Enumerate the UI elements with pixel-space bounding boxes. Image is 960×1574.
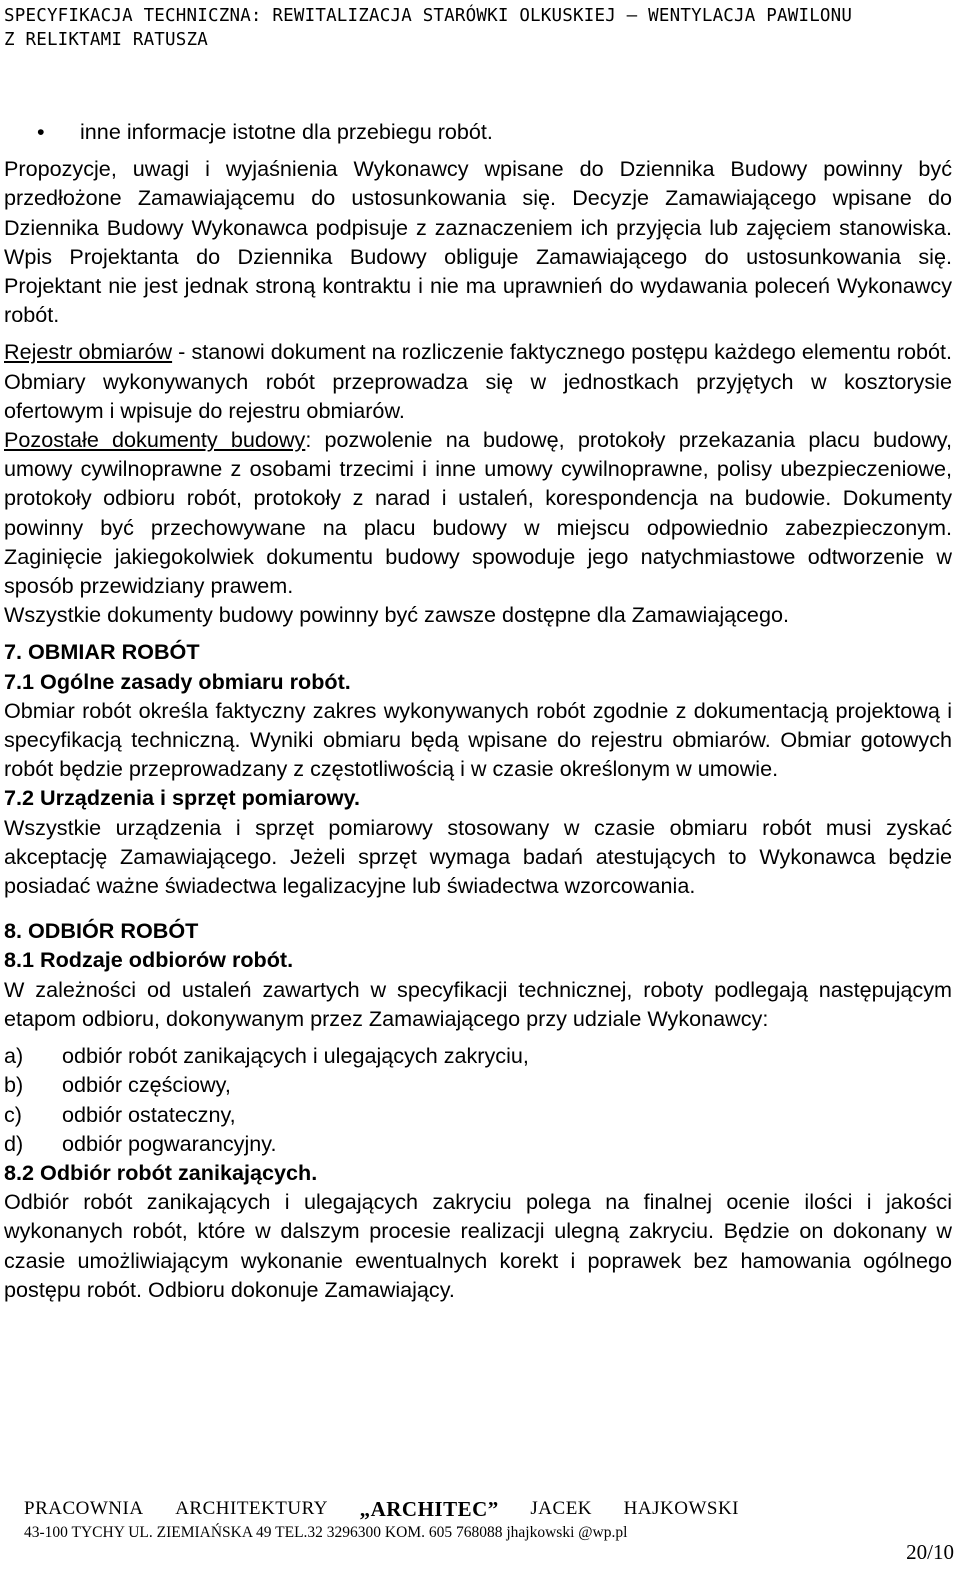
- list-item: b) odbiór częściowy,: [4, 1072, 231, 1098]
- paragraph-7-1: Obmiar robót określa faktyczny zakres wykonywanych robót zgodnie z dokumentacją projektową i specyfikacją techniczną. Wyniki obmiaru będą wpisane do rejestru obmiarów. Obmiar gotowych robót będzie przeprowadzany z częstotliwością i w czasie określonym w umowie.: [4, 697, 952, 782]
- other-documents-text: : pozwolenie na budowę, protokoły przekazania placu budowy, umowy cywilnoprawne z osobami trzecimi i inne umowy cywilnoprawne, polisy ubezpieczeniowe, protokoły odbioru robót, protokoły z narad i ustaleń, korespondencja na budowie. Dokumenty powinny być przechowywane na placu budowy w miejscu odpowiednio zabezpieczonym. Zaginięcie jakiegokolwiek dokumentu budowy spowoduje jego natychmiastowe odtworzenie w sposób przewidziany prawem.: [4, 427, 952, 599]
- bullet-item: [4, 117, 952, 146]
- document-body: [4, 117, 952, 1304]
- paragraph-8-1: W zależności od ustaleń zawartych w specyfikacji technicznej, roboty podlegają następującym etapom odbioru, dokonywanym przez Zamawiającego przy udziale Wykonawcy:: [4, 976, 952, 1031]
- bullet-dot-icon: •: [37, 119, 45, 144]
- heading-section-8: 8. ODBIÓR ROBÓT: [4, 918, 199, 944]
- paragraph-availability: Wszystkie dokumenty budowy powinny być zawsze dostępne dla Zamawiającego.: [4, 602, 789, 628]
- footer-address: 43-100 TYCHY UL. ZIEMIAŃSKA 49 TEL.32 3296300 KOM. 605 768088 jhajkowski @wp.pl: [24, 1524, 628, 1541]
- list-item: c) odbiór ostateczny,: [4, 1101, 236, 1127]
- heading-section-7-2: 7.2 Urządzenia i sprzęt pomiarowy.: [4, 785, 361, 811]
- paragraph-other-documents: [4, 425, 952, 600]
- acceptance-types-list: [4, 1041, 952, 1158]
- list-item: d) odbiór pogwarancyjny.: [4, 1130, 277, 1156]
- paragraph-8-2: Odbiór robót zanikających i ulegających zakryciu polega na finalnej ocenie ilości i jakości wykonanych robót, które w dalszym procesie realizacji ulegną zakryciu. Będzie on dokonany w czasie umożliwiającym wykonanie ewentualnych korekt i poprawek bez hamowania ogólnego postępu robót. Odbioru dokonuje Zamawiający.: [4, 1189, 952, 1302]
- page-footer: [24, 1497, 954, 1545]
- measurement-register-title: Rejestr obmiarów: [4, 339, 173, 365]
- measurement-register-text: - stanowi dokument na rozliczenie faktycznego postępu każdego elementu robót. Obmiary wykonywanych robót przeprowadza się w jednostkach przyjętych w kosztorysie ofertowym i wpisuje do rejestru obmiarów.: [4, 339, 952, 423]
- heading-section-7-1: 7.1 Ogólne zasady obmiaru robót.: [4, 668, 351, 694]
- bullet-text: inne informacje istotne dla przebiegu robót.: [80, 119, 493, 144]
- paragraph-measurement-register: [4, 337, 952, 425]
- footer-company-line: PRACOWNIA ARCHITEKTURY „ARCHITEC” JACEK HAJKOWSKI: [24, 1497, 739, 1521]
- other-documents-title: Pozostałe dokumenty budowy: [4, 427, 306, 453]
- paragraph-proposals: Propozycje, uwagi i wyjaśnienia Wykonawcy wpisane do Dziennika Budowy powinny być przedłożone Zamawiającemu do ustosunkowania się. Decyzje Zamawiającego wpisane do Dziennika Budowy Wykonawca podpisuje z zaznaczeniem ich przyjęcia lub zajęciem stanowiska. Wpis Projektanta do Dziennika Budowy obliguje Zamawiającego do ustosunkowania się. Projektant nie jest jednak stroną kontraktu i nie ma uprawnień do wydawania poleceń Wykonawcy robót.: [4, 156, 952, 328]
- heading-section-8-2: 8.2 Odbiór robót zanikających.: [4, 1159, 318, 1185]
- paragraph-7-2: Wszystkie urządzenia i sprzęt pomiarowy stosowany w czasie obmiaru robót musi zyskać akceptację Zamawiającego. Jeżeli sprzęt wymaga badań atestujących to Wykonawca będzie posiadać ważne świadectwa legalizacyjne lub świadectwa wzorcowania.: [4, 814, 952, 899]
- company-logo: „ARCHITEC”: [359, 1497, 499, 1521]
- header-line-1: SPECYFIKACJA TECHNICZNA: REWITALIZACJA STARÓWKI OLKUSKIEJ – WENTYLACJA PAWILONU: [4, 6, 853, 26]
- page-header: [4, 4, 956, 52]
- heading-section-7: 7. OBMIAR ROBÓT: [4, 639, 200, 665]
- list-item: a) odbiór robót zanikających i ulegających zakryciu,: [4, 1043, 529, 1069]
- page-number: 20/10: [906, 1540, 954, 1564]
- header-line-2: Z RELIKTAMI RATUSZA: [4, 30, 208, 50]
- heading-section-8-1: 8.1 Rodzaje odbiorów robót.: [4, 947, 294, 973]
